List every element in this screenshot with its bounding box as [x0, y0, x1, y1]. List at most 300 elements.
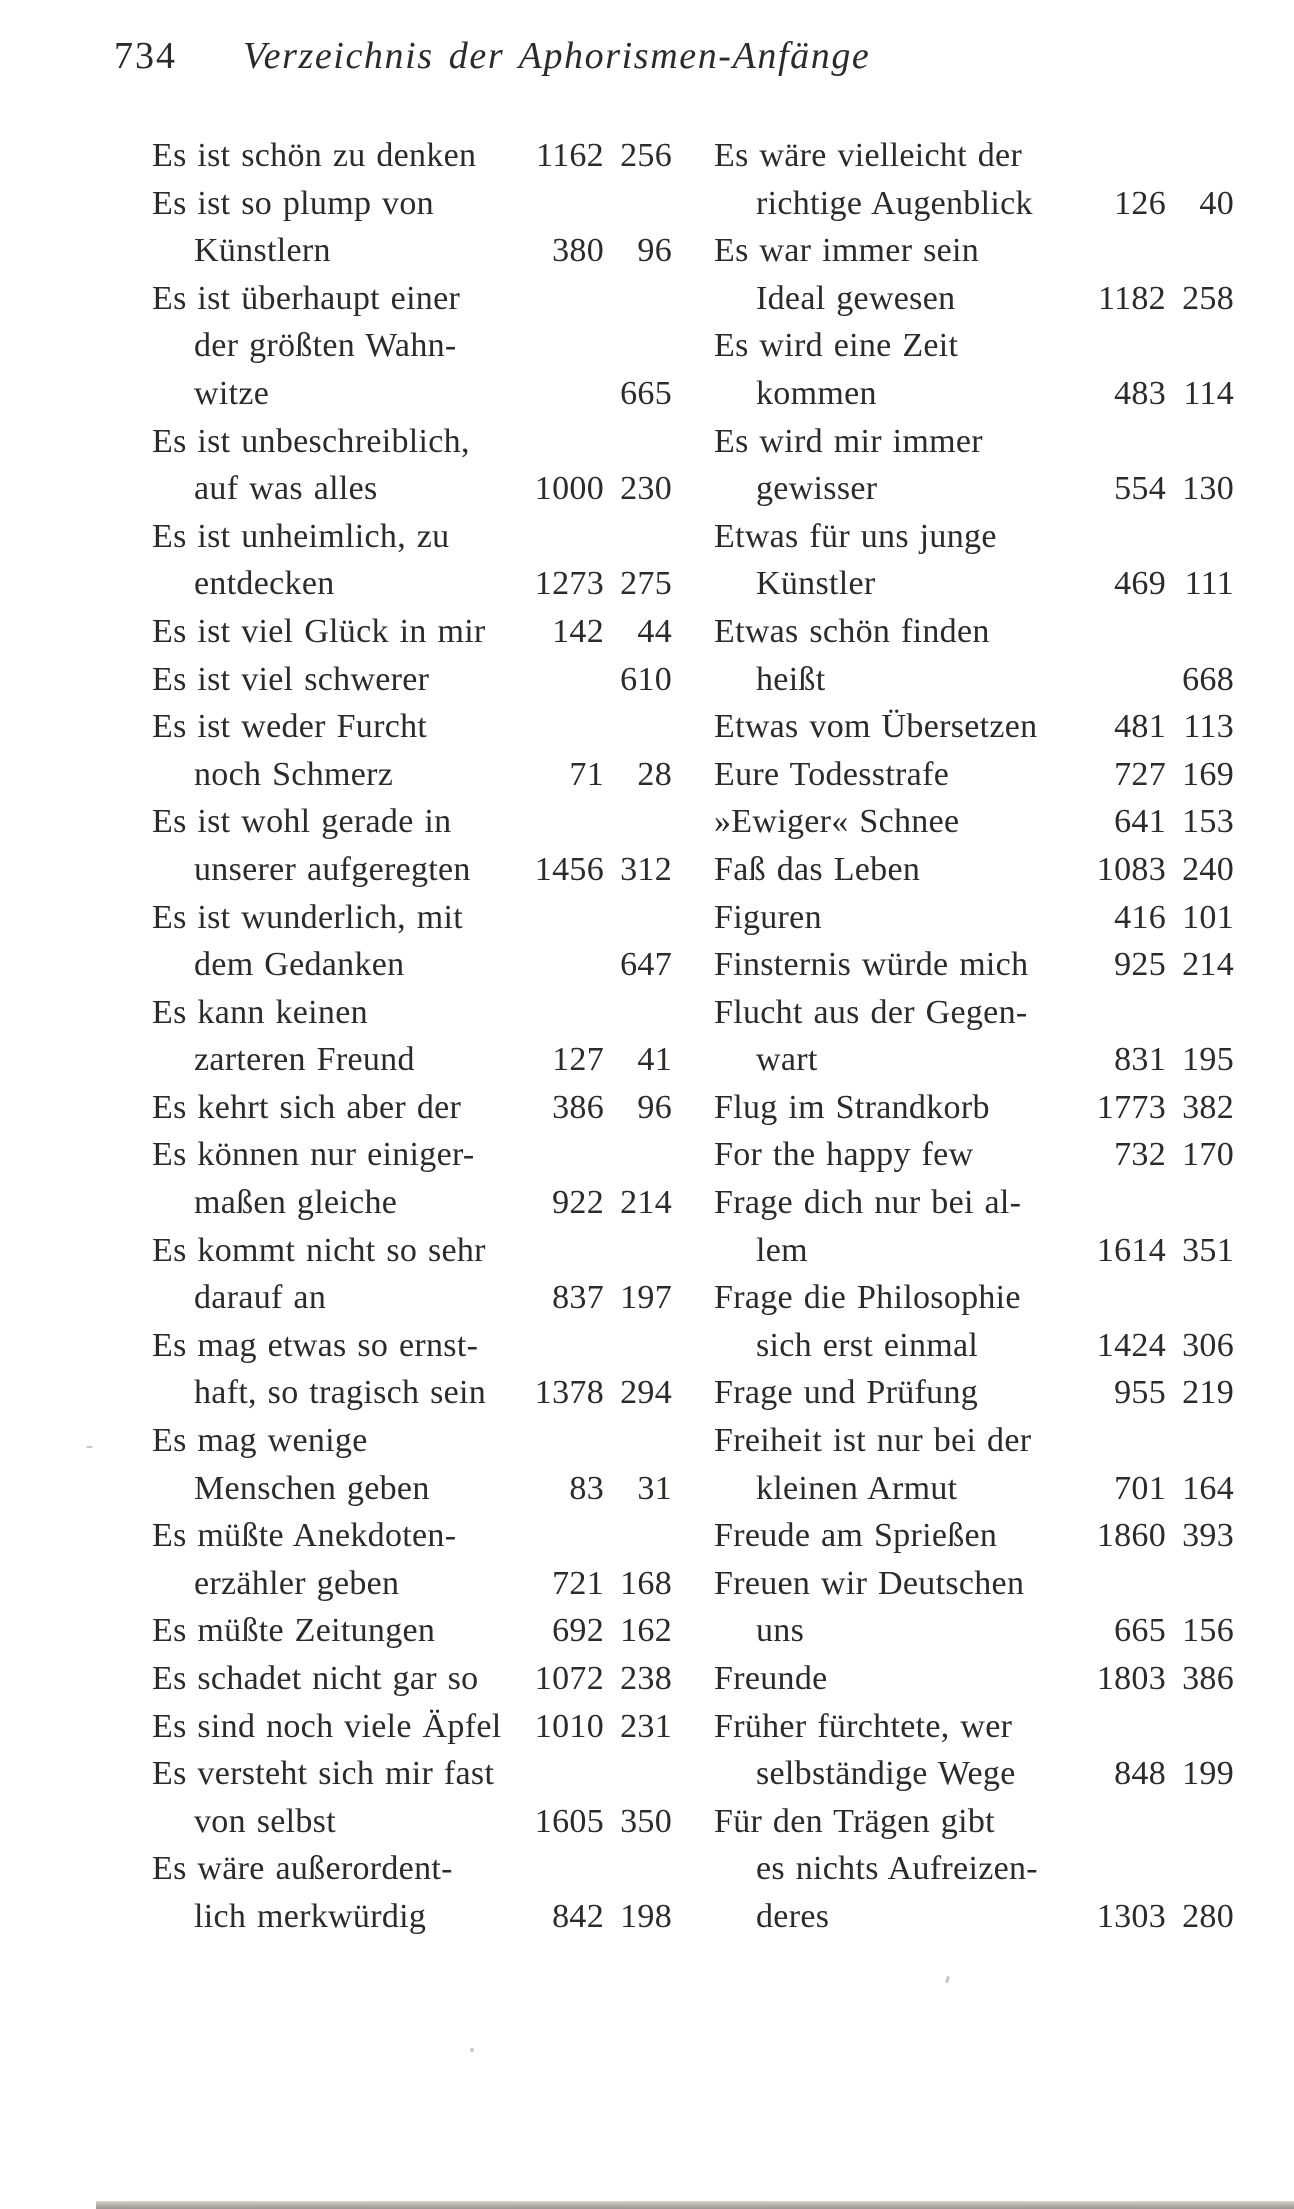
entry-line — [714, 1036, 1234, 1084]
entry-line — [152, 1560, 672, 1608]
entry-line — [152, 989, 672, 1037]
entry-line — [152, 1798, 672, 1846]
index-entry — [152, 1227, 672, 1322]
entry-line — [152, 322, 672, 370]
entry-numbers — [508, 1655, 672, 1703]
entry-line — [152, 798, 672, 846]
aphorism-number — [520, 941, 604, 989]
entry-text: witze — [194, 374, 270, 412]
aphorism-number: 727 — [1114, 755, 1166, 793]
aphorism-number: 1083 — [1096, 850, 1166, 888]
entry-line — [714, 941, 1234, 989]
entry-numbers — [1070, 656, 1234, 704]
entry-text: darauf an — [194, 1279, 327, 1317]
entry-line — [714, 751, 1234, 799]
page-ref-number: 170 — [1182, 1136, 1234, 1174]
entry-text: Es wäre außerordent- — [152, 1850, 453, 1888]
entry-line — [152, 751, 672, 799]
page-ref-number: 280 — [1182, 1897, 1234, 1935]
page-ref-number: 198 — [620, 1897, 672, 1935]
aphorism-number: 1614 — [1096, 1231, 1166, 1269]
index-entry — [714, 608, 1234, 703]
index-entry — [714, 418, 1234, 513]
entry-numbers — [1070, 1465, 1234, 1513]
entry-line — [714, 1703, 1234, 1751]
aphorism-number: 1273 — [534, 565, 604, 603]
entry-line — [714, 703, 1234, 751]
entry-numbers — [508, 1798, 672, 1846]
entry-text: Es kommt nicht so sehr — [152, 1231, 486, 1269]
index-entry — [152, 513, 672, 608]
entry-line — [152, 275, 672, 323]
page-ref-number: 44 — [637, 612, 672, 650]
entry-line — [152, 1179, 672, 1227]
index-entry — [152, 1512, 672, 1607]
entry-line — [152, 513, 672, 561]
scan-speck — [470, 2048, 474, 2052]
index-entry — [714, 1274, 1234, 1369]
page-ref-number: 113 — [1183, 708, 1234, 746]
aphorism-number — [1082, 656, 1166, 704]
entry-numbers — [508, 1893, 672, 1941]
entry-text: Es wird eine Zeit — [714, 327, 959, 365]
entry-numbers — [1070, 1655, 1234, 1703]
entry-text: Es sind noch viele Äpfel — [152, 1707, 502, 1745]
index-entry — [152, 1607, 672, 1655]
page-title: Verzeichnis der Aphorismen-Anfänge — [243, 35, 871, 77]
entry-text: Freunde — [714, 1660, 828, 1697]
aphorism-number: 922 — [552, 1184, 604, 1222]
entry-text: Flucht aus der Gegen- — [714, 993, 1028, 1031]
index-entry — [714, 1798, 1234, 1941]
entry-numbers — [508, 941, 672, 989]
entry-line — [714, 1893, 1234, 1941]
index-entry — [152, 894, 672, 989]
page-ref-number: 382 — [1182, 1088, 1234, 1126]
index-entry — [152, 275, 672, 418]
entry-numbers — [1070, 846, 1234, 894]
aphorism-number: 1072 — [534, 1660, 604, 1697]
entry-line — [152, 941, 672, 989]
aphorism-number: 732 — [1114, 1136, 1166, 1174]
entry-numbers — [508, 560, 672, 608]
entry-numbers — [508, 1607, 672, 1655]
entry-line — [714, 513, 1234, 561]
page-ref-number: 28 — [637, 755, 672, 793]
entry-line — [714, 132, 1234, 180]
page-ref-number: 240 — [1182, 850, 1234, 888]
entry-text: wart — [756, 1041, 818, 1079]
aphorism-number: 848 — [1114, 1755, 1166, 1793]
entry-numbers — [1070, 1512, 1234, 1560]
entry-text: Faß das Leben — [714, 850, 921, 888]
entry-line — [152, 703, 672, 751]
page-ref-number: 610 — [620, 660, 672, 698]
entry-line — [152, 1369, 672, 1417]
aphorism-number: 701 — [1114, 1469, 1166, 1507]
scan-page-edge — [96, 2201, 1294, 2209]
entry-numbers — [1070, 275, 1234, 323]
page-ref-number: 130 — [1182, 470, 1234, 508]
aphorism-number: 925 — [1114, 946, 1166, 984]
entry-line — [714, 1131, 1234, 1179]
page-ref-number: 114 — [1183, 374, 1234, 412]
entry-text: deres — [756, 1897, 830, 1935]
entry-numbers — [1070, 1322, 1234, 1370]
entry-line — [714, 1607, 1234, 1655]
entry-line — [152, 846, 672, 894]
entry-line — [152, 656, 672, 704]
entry-text: Es ist viel Glück in mir — [152, 612, 486, 650]
index-entry — [714, 941, 1234, 989]
entry-text: For the happy few — [714, 1136, 974, 1174]
entry-line — [714, 1750, 1234, 1798]
entry-text: Freude am Sprießen — [714, 1517, 998, 1555]
entry-line — [714, 894, 1234, 942]
page-ref-number: 169 — [1182, 755, 1234, 793]
entry-text: Es ist wohl gerade in — [152, 803, 452, 841]
index-entry — [714, 1179, 1234, 1274]
entry-line — [714, 798, 1234, 846]
entry-line — [152, 418, 672, 466]
aphorism-number — [520, 656, 604, 704]
entry-line — [152, 1036, 672, 1084]
aphorism-number: 641 — [1114, 803, 1166, 841]
entry-line — [152, 1322, 672, 1370]
entry-text: gewisser — [756, 470, 878, 508]
page-ref-number: 214 — [620, 1184, 672, 1222]
entry-numbers — [1070, 1893, 1234, 1941]
aphorism-number: 126 — [1114, 184, 1166, 222]
aphorism-number: 1162 — [536, 137, 604, 174]
entry-line — [714, 656, 1234, 704]
entry-text: Es kehrt sich aber der — [152, 1088, 462, 1126]
entry-text: Es ist so plump von — [152, 184, 434, 222]
entry-line — [152, 1750, 672, 1798]
page-ref-number: 156 — [1182, 1612, 1234, 1650]
page-ref-number: 96 — [637, 1088, 672, 1126]
aphorism-number: 1182 — [1098, 279, 1166, 317]
aphorism-number: 1773 — [1096, 1088, 1166, 1126]
entry-line — [714, 989, 1234, 1037]
page-ref-number: 668 — [1182, 660, 1234, 698]
entry-line — [714, 1655, 1234, 1703]
entry-line — [152, 180, 672, 228]
index-entry — [152, 1417, 672, 1512]
entry-numbers — [1070, 1131, 1234, 1179]
index-entry — [714, 1560, 1234, 1655]
index-entry — [714, 989, 1234, 1084]
entry-line — [714, 370, 1234, 418]
entry-line — [714, 1560, 1234, 1608]
index-entry — [152, 656, 672, 704]
entry-line — [714, 1465, 1234, 1513]
index-entry — [714, 1512, 1234, 1560]
index-entry — [152, 703, 672, 798]
aphorism-number: 1303 — [1096, 1897, 1166, 1935]
index-column-right — [714, 132, 1234, 1941]
entry-text: Es ist unbeschreiblich, — [152, 422, 470, 460]
index-entry — [152, 608, 672, 656]
aphorism-number: 483 — [1114, 374, 1166, 412]
index-entry — [714, 846, 1234, 894]
entry-text: Es versteht sich mir fast — [152, 1755, 495, 1793]
page-ref-number: 386 — [1182, 1660, 1234, 1697]
entry-numbers — [1070, 894, 1234, 942]
entry-line — [152, 1227, 672, 1275]
aphorism-number: 842 — [552, 1897, 604, 1935]
index-columns — [152, 132, 1234, 1941]
entry-text: lich merkwürdig — [194, 1897, 427, 1935]
aphorism-number: 831 — [1114, 1041, 1166, 1079]
aphorism-number: 481 — [1114, 708, 1166, 746]
aphorism-number: 1000 — [534, 470, 604, 508]
entry-text: von selbst — [194, 1802, 336, 1840]
entry-text: Künstlern — [194, 232, 331, 270]
entry-text: Etwas schön finden — [714, 612, 990, 650]
entry-line — [714, 275, 1234, 323]
entry-numbers — [1070, 941, 1234, 989]
entry-numbers — [1070, 1369, 1234, 1417]
aphorism-number: 721 — [552, 1564, 604, 1602]
entry-text: Freuen wir Deutschen — [714, 1564, 1025, 1602]
page-ref-number: 96 — [637, 232, 672, 270]
entry-text: erzähler geben — [194, 1564, 400, 1602]
aphorism-number: 416 — [1114, 898, 1166, 936]
page-ref-number: 153 — [1182, 803, 1234, 841]
entry-numbers — [1070, 370, 1234, 418]
entry-line — [714, 1845, 1234, 1893]
page-ref-number: 168 — [620, 1564, 672, 1602]
index-entry — [714, 227, 1234, 322]
entry-text: Es ist schön zu denken — [152, 137, 477, 174]
entry-text: zarteren Freund — [194, 1041, 415, 1079]
index-entry — [714, 322, 1234, 417]
aphorism-number: 386 — [552, 1088, 604, 1126]
entry-line — [714, 1369, 1234, 1417]
entry-line — [152, 1465, 672, 1513]
index-entry — [152, 1703, 672, 1751]
index-entry — [152, 1084, 672, 1132]
entry-text: Es müßte Zeitungen — [152, 1612, 436, 1650]
scan-speck — [86, 1446, 93, 1448]
aphorism-number: 71 — [569, 755, 604, 793]
page-ref-number: 351 — [1182, 1231, 1234, 1269]
entry-text: kleinen Armut — [756, 1469, 958, 1507]
entry-text: noch Schmerz — [194, 755, 394, 793]
entry-line — [152, 894, 672, 942]
index-entry — [152, 1655, 672, 1703]
page-ref-number: 393 — [1182, 1517, 1234, 1555]
entry-text: Etwas vom Übersetzen — [714, 708, 1038, 746]
entry-text: Finsternis würde mich — [714, 946, 1029, 984]
entry-line — [714, 608, 1234, 656]
entry-text: es nichts Aufreizen- — [756, 1850, 1038, 1888]
index-entry — [714, 1131, 1234, 1179]
page-ref-number: 31 — [637, 1469, 672, 1507]
page-ref-number: 214 — [1182, 946, 1234, 984]
entry-numbers — [508, 1369, 672, 1417]
aphorism-number: 955 — [1114, 1374, 1166, 1412]
index-entry — [714, 132, 1234, 227]
entry-text: Ideal gewesen — [756, 279, 956, 317]
entry-text: Menschen geben — [194, 1469, 430, 1507]
entry-numbers — [508, 1465, 672, 1513]
aphorism-number: 665 — [1114, 1612, 1166, 1650]
entry-numbers — [508, 1560, 672, 1608]
index-entry — [714, 751, 1234, 799]
entry-text: Frage dich nur bei al- — [714, 1184, 1022, 1222]
aphorism-number: 1860 — [1096, 1517, 1166, 1555]
entry-text: kommen — [756, 374, 877, 412]
index-entry — [152, 989, 672, 1084]
entry-numbers — [508, 751, 672, 799]
entry-text: haft, so tragisch sein — [194, 1374, 487, 1412]
page-ref-number: 665 — [620, 374, 672, 412]
entry-text: entdecken — [194, 565, 335, 603]
entry-line — [152, 1845, 672, 1893]
entry-text: Frage und Prüfung — [714, 1374, 979, 1412]
entry-numbers — [508, 608, 672, 656]
page-ref-number: 231 — [620, 1707, 672, 1745]
index-entry — [714, 1369, 1234, 1417]
aphorism-number: 554 — [1114, 470, 1166, 508]
entry-line — [714, 1274, 1234, 1322]
entry-numbers — [1070, 1036, 1234, 1084]
index-entry — [152, 1845, 672, 1940]
page-ref-number: 199 — [1182, 1755, 1234, 1793]
entry-numbers — [508, 1084, 672, 1132]
entry-line — [714, 1227, 1234, 1275]
entry-text: Es ist wunderlich, mit — [152, 898, 464, 936]
entry-line — [714, 1417, 1234, 1465]
entry-numbers — [508, 370, 672, 418]
entry-text: maßen gleiche — [194, 1184, 398, 1222]
aphorism-number: 127 — [552, 1041, 604, 1079]
aphorism-number: 1378 — [534, 1374, 604, 1412]
entry-line — [152, 227, 672, 275]
entry-text: Figuren — [714, 898, 822, 936]
entry-numbers — [508, 227, 672, 275]
page-ref-number: 195 — [1182, 1041, 1234, 1079]
aphorism-number: 1010 — [534, 1707, 604, 1745]
page-ref-number: 197 — [620, 1279, 672, 1317]
aphorism-number: 1456 — [534, 850, 604, 888]
entry-text: Es kann keinen — [152, 993, 368, 1031]
page-ref-number: 294 — [620, 1374, 672, 1412]
entry-text: Frage die Philosophie — [714, 1279, 1021, 1317]
page-number: 734 — [114, 35, 177, 77]
page-ref-number: 101 — [1182, 898, 1234, 936]
entry-text: lem — [756, 1231, 808, 1269]
aphorism-number: 83 — [569, 1469, 604, 1507]
entry-numbers — [508, 132, 672, 180]
aphorism-number: 692 — [552, 1612, 604, 1650]
entry-line — [152, 1417, 672, 1465]
entry-line — [714, 1084, 1234, 1132]
entry-numbers — [508, 1036, 672, 1084]
page-ref-number: 41 — [637, 1041, 672, 1079]
entry-line — [152, 465, 672, 513]
entry-line — [714, 1798, 1234, 1846]
index-entry — [714, 798, 1234, 846]
entry-text: Es ist unheimlich, zu — [152, 517, 450, 555]
page-ref-number: 350 — [620, 1802, 672, 1840]
entry-text: Eure Todesstrafe — [714, 755, 950, 793]
entry-line — [152, 608, 672, 656]
page-header — [114, 34, 1224, 98]
entry-text: richtige Augenblick — [756, 184, 1033, 222]
page-ref-number: 238 — [620, 1660, 672, 1697]
entry-text: Es war immer sein — [714, 232, 980, 270]
aphorism-number: 837 — [552, 1279, 604, 1317]
page-ref-number: 111 — [1184, 565, 1234, 603]
entry-line — [714, 227, 1234, 275]
entry-text: Es ist weder Furcht — [152, 708, 428, 746]
page-ref-number: 230 — [620, 470, 672, 508]
aphorism-number: 1605 — [534, 1802, 604, 1840]
entry-numbers — [508, 846, 672, 894]
entry-text: Für den Trägen gibt — [714, 1802, 995, 1840]
page-ref-number: 258 — [1182, 279, 1234, 317]
entry-line — [152, 560, 672, 608]
entry-text: Künstler — [756, 565, 876, 603]
index-entry — [152, 1322, 672, 1417]
page-ref-number: 275 — [620, 565, 672, 603]
entry-text: Es mag wenige — [152, 1422, 368, 1460]
entry-numbers — [1070, 703, 1234, 751]
aphorism-number: 1424 — [1096, 1326, 1166, 1364]
entry-text: Freiheit ist nur bei der — [714, 1422, 1032, 1460]
page-ref-number: 312 — [620, 850, 672, 888]
aphorism-number: 142 — [552, 612, 604, 650]
aphorism-number — [520, 370, 604, 418]
entry-numbers — [508, 656, 672, 704]
entry-numbers — [1070, 465, 1234, 513]
entry-numbers — [1070, 1084, 1234, 1132]
entry-text: Es müßte Anekdoten- — [152, 1517, 457, 1555]
entry-line — [152, 370, 672, 418]
index-entry — [152, 132, 672, 180]
index-column-left — [152, 132, 672, 1941]
index-entry — [714, 513, 1234, 608]
page-ref-number: 306 — [1182, 1326, 1234, 1364]
entry-line — [152, 1512, 672, 1560]
entry-numbers — [508, 1703, 672, 1751]
entry-numbers — [508, 1274, 672, 1322]
entry-line — [152, 1274, 672, 1322]
index-entry — [714, 1084, 1234, 1132]
entry-text: auf was alles — [194, 470, 378, 508]
entry-line — [714, 322, 1234, 370]
index-entry — [714, 1417, 1234, 1512]
entry-numbers — [1070, 1227, 1234, 1275]
scan-speck — [945, 1976, 950, 1984]
entry-line — [152, 1893, 672, 1941]
entry-line — [714, 418, 1234, 466]
entry-line — [714, 180, 1234, 228]
entry-text: Es ist viel schwerer — [152, 660, 430, 698]
entry-text: Flug im Strandkorb — [714, 1088, 990, 1126]
entry-line — [714, 465, 1234, 513]
entry-numbers — [508, 1179, 672, 1227]
aphorism-number: 469 — [1114, 565, 1166, 603]
entry-line — [152, 1607, 672, 1655]
aphorism-number: 1803 — [1096, 1660, 1166, 1697]
entry-line — [714, 1179, 1234, 1227]
entry-text: selbständige Wege — [756, 1755, 1016, 1793]
entry-text: Früher fürchtete, wer — [714, 1707, 1013, 1745]
